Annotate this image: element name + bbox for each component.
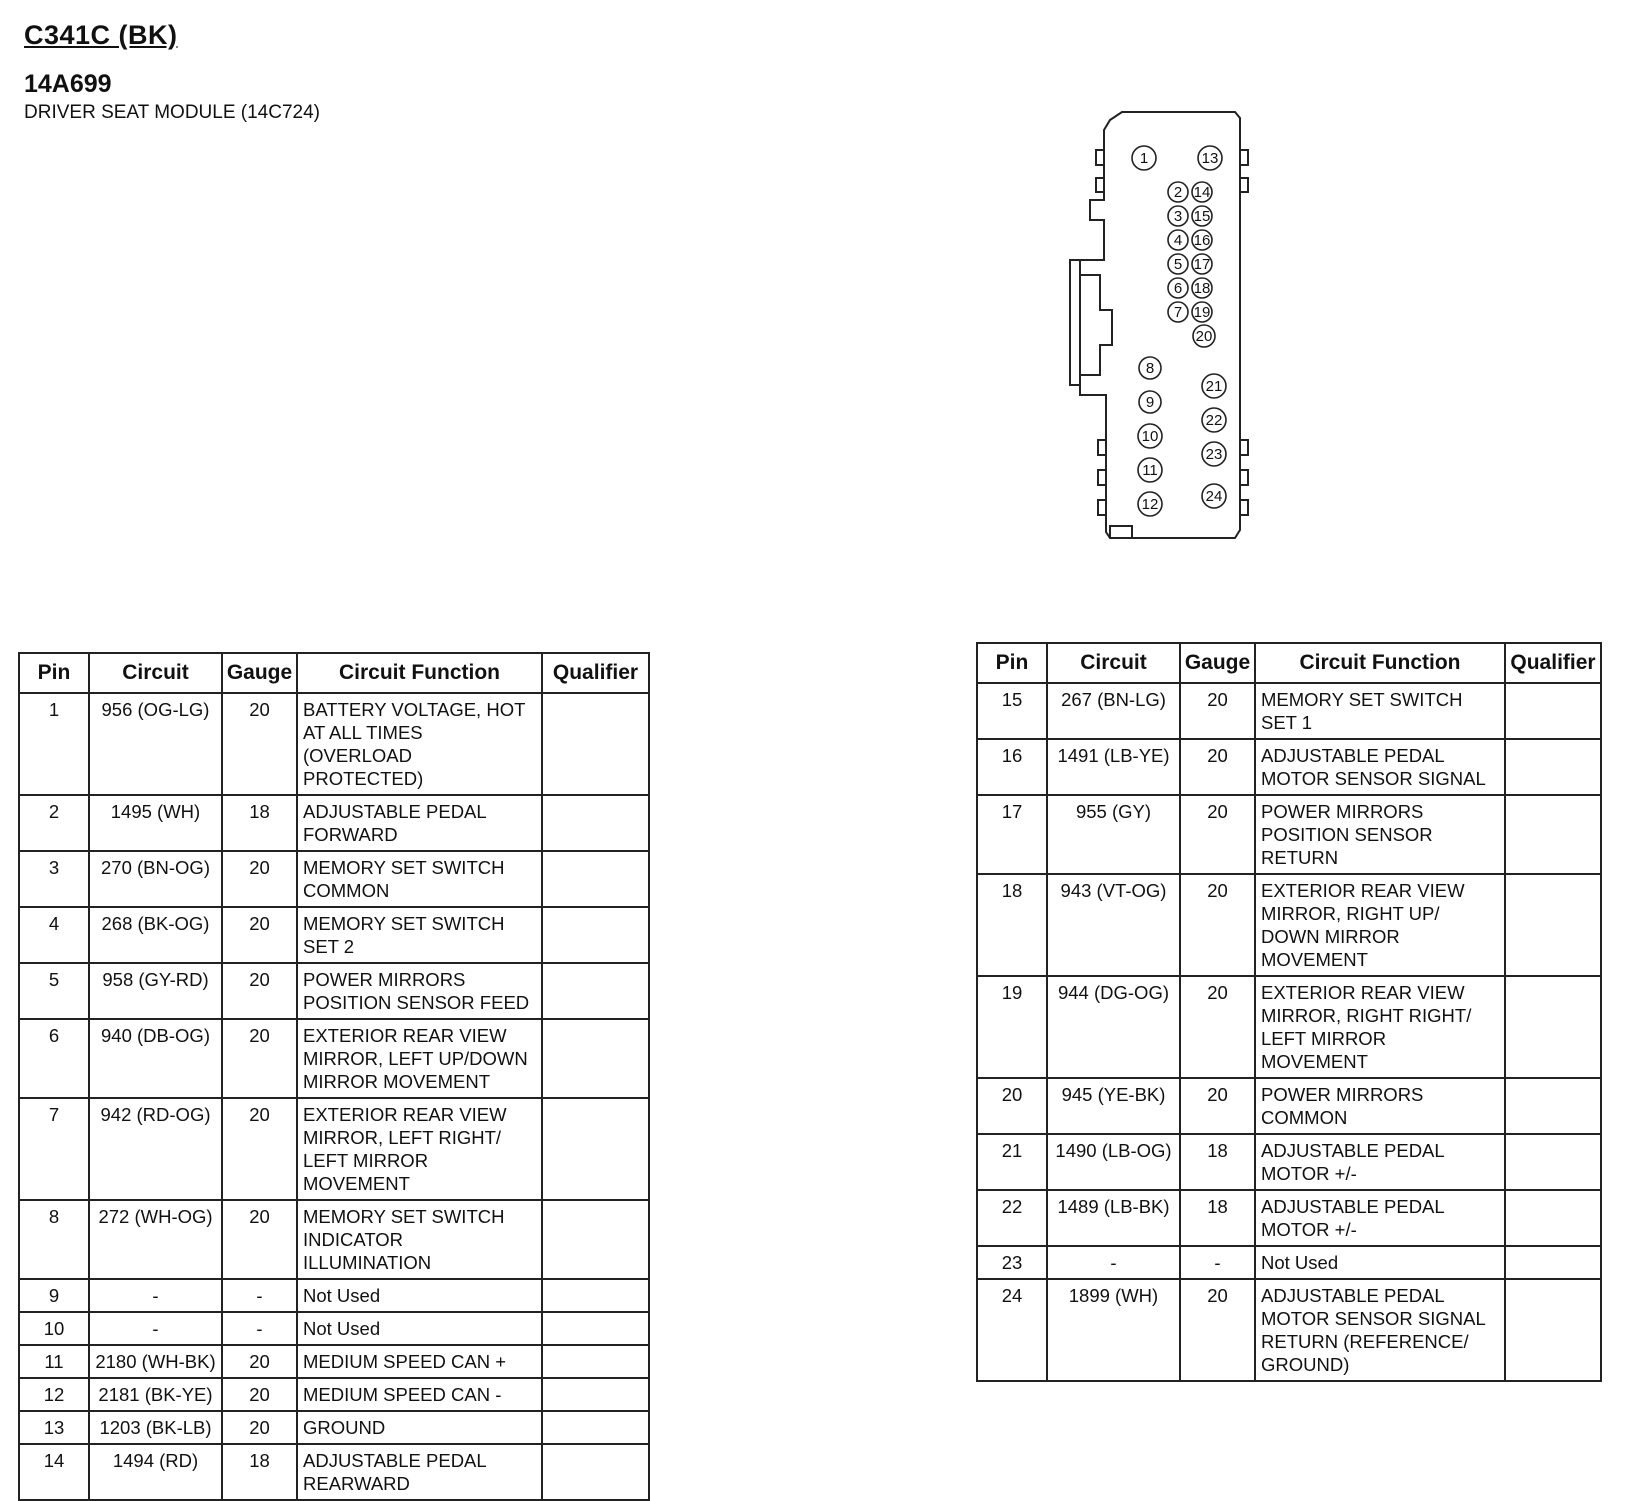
pin-label: 5 <box>1173 256 1183 273</box>
table-row <box>977 683 1601 739</box>
pin-cell: 14 <box>19 1444 89 1500</box>
qualifier-cell <box>542 1444 649 1500</box>
component-description: DRIVER SEAT MODULE (14C724) <box>24 102 320 123</box>
table-row <box>19 1444 649 1500</box>
part-number: 14A699 <box>24 70 112 98</box>
pin-cell: 9 <box>19 1279 89 1312</box>
table-row <box>977 1134 1601 1190</box>
circuit-cell: 956 (OG-LG) <box>89 693 222 795</box>
pin-label: 17 <box>1193 256 1211 273</box>
gauge-cell: 20 <box>1180 1279 1255 1381</box>
pin-cell: 11 <box>19 1345 89 1378</box>
pin-cell: 23 <box>977 1246 1047 1279</box>
notch-right-low2 <box>1240 470 1248 485</box>
gauge-cell: 20 <box>222 851 297 907</box>
table-row <box>19 1019 649 1098</box>
circuit-cell: 955 (GY) <box>1047 795 1180 874</box>
table-row <box>19 795 649 851</box>
column-header-circuit: Circuit <box>89 653 222 693</box>
function-cell: MEDIUM SPEED CAN - <box>297 1378 542 1411</box>
gauge-cell: 20 <box>222 963 297 1019</box>
notch-left-low1 <box>1098 440 1106 455</box>
pin-cell: 24 <box>977 1279 1047 1381</box>
circuit-cell: 942 (RD-OG) <box>89 1098 222 1200</box>
function-cell: MEMORY SET SWITCH COMMON <box>297 851 542 907</box>
function-cell: ADJUSTABLE PEDAL MOTOR SENSOR SIGNAL <box>1255 739 1505 795</box>
gauge-cell: 20 <box>1180 739 1255 795</box>
column-header-gauge: Gauge <box>1180 643 1255 683</box>
column-header-function: Circuit Function <box>1255 643 1505 683</box>
table-row <box>19 1411 649 1444</box>
function-cell: EXTERIOR REAR VIEW MIRROR, RIGHT RIGHT/ LEFT MIRROR MOVEMENT <box>1255 976 1505 1078</box>
pin-cell: 20 <box>977 1078 1047 1134</box>
table-header-row <box>977 643 1601 683</box>
connector-title: C341C (BK) <box>24 20 178 50</box>
pin-label: 3 <box>1173 208 1183 225</box>
pin-cell: 8 <box>19 1200 89 1279</box>
table-row <box>977 1190 1601 1246</box>
gauge-cell: 20 <box>222 1098 297 1200</box>
pin-cell: 2 <box>19 795 89 851</box>
notch-right-low3 <box>1240 500 1248 515</box>
table-header-row <box>19 653 649 693</box>
gauge-cell: 20 <box>1180 874 1255 976</box>
circuit-cell: 958 (GY-RD) <box>89 963 222 1019</box>
pin-cell: 22 <box>977 1190 1047 1246</box>
pin-label: 6 <box>1173 280 1183 297</box>
pin-label: 15 <box>1193 208 1211 225</box>
circuit-cell: 945 (YE-BK) <box>1047 1078 1180 1134</box>
pin-cell: 4 <box>19 907 89 963</box>
circuit-cell: 943 (VT-OG) <box>1047 874 1180 976</box>
circuit-cell: 1489 (LB-BK) <box>1047 1190 1180 1246</box>
pin-label: 12 <box>1141 496 1159 513</box>
notch-left-low3 <box>1098 500 1106 515</box>
circuit-cell: 940 (DB-OG) <box>89 1019 222 1098</box>
table-row <box>977 1078 1601 1134</box>
gauge-cell: 20 <box>1180 976 1255 1078</box>
table-row <box>977 874 1601 976</box>
table-row <box>19 1345 649 1378</box>
function-cell: GROUND <box>297 1411 542 1444</box>
pin-label: 4 <box>1173 232 1183 249</box>
circuit-cell: - <box>89 1312 222 1345</box>
gauge-cell: - <box>1180 1246 1255 1279</box>
function-cell: POWER MIRRORS COMMON <box>1255 1078 1505 1134</box>
qualifier-cell <box>1505 874 1601 976</box>
circuit-cell: 2181 (BK-YE) <box>89 1378 222 1411</box>
latch-tab <box>1070 260 1080 385</box>
circuit-cell: 1495 (WH) <box>89 795 222 851</box>
function-cell: EXTERIOR REAR VIEW MIRROR, LEFT RIGHT/ LEFT MIRROR MOVEMENT <box>297 1098 542 1200</box>
column-header-gauge: Gauge <box>222 653 297 693</box>
column-header-pin: Pin <box>19 653 89 693</box>
table-body <box>19 693 649 1500</box>
table-row <box>19 693 649 795</box>
qualifier-cell <box>542 1312 649 1345</box>
table-row <box>19 1378 649 1411</box>
pin-cell: 10 <box>19 1312 89 1345</box>
function-cell: Not Used <box>297 1312 542 1345</box>
pin-label: 1 <box>1139 150 1149 167</box>
function-cell: POWER MIRRORS POSITION SENSOR FEED <box>297 963 542 1019</box>
circuit-cell: 1494 (RD) <box>89 1444 222 1500</box>
qualifier-cell <box>542 795 649 851</box>
pin-label: 14 <box>1193 184 1211 201</box>
pin-cell: 12 <box>19 1378 89 1411</box>
table-row <box>19 1279 649 1312</box>
gauge-cell: 20 <box>1180 1078 1255 1134</box>
table-row <box>19 851 649 907</box>
pin-label: 9 <box>1145 394 1155 411</box>
gauge-cell: - <box>222 1279 297 1312</box>
circuit-cell: - <box>1047 1246 1180 1279</box>
qualifier-cell <box>542 963 649 1019</box>
function-cell: BATTERY VOLTAGE, HOT AT ALL TIMES (OVERLOAD PROTECTED) <box>297 693 542 795</box>
notch-right-top <box>1240 150 1248 165</box>
connector-housing-outline <box>1080 112 1240 538</box>
circuit-cell: 267 (BN-LG) <box>1047 683 1180 739</box>
pin-cell: 6 <box>19 1019 89 1098</box>
pin-cell: 3 <box>19 851 89 907</box>
gauge-cell: 20 <box>222 1200 297 1279</box>
pin-label: 21 <box>1205 378 1223 395</box>
circuit-cell: 270 (BN-OG) <box>89 851 222 907</box>
gauge-cell: 20 <box>1180 795 1255 874</box>
circuit-cell: 272 (WH-OG) <box>89 1200 222 1279</box>
table-row <box>977 739 1601 795</box>
qualifier-cell <box>542 1019 649 1098</box>
pin-cell: 7 <box>19 1098 89 1200</box>
column-header-circuit: Circuit <box>1047 643 1180 683</box>
gauge-cell: 20 <box>222 693 297 795</box>
gauge-cell: 18 <box>1180 1134 1255 1190</box>
gauge-cell: 18 <box>1180 1190 1255 1246</box>
qualifier-cell <box>1505 1246 1601 1279</box>
pin-label: 16 <box>1193 232 1211 249</box>
gauge-cell: - <box>222 1312 297 1345</box>
gauge-cell: 18 <box>222 795 297 851</box>
qualifier-cell <box>1505 739 1601 795</box>
key-bottom <box>1110 526 1132 538</box>
table-row <box>977 976 1601 1078</box>
qualifier-cell <box>1505 1134 1601 1190</box>
pin-label: 8 <box>1145 360 1155 377</box>
pin-cell: 17 <box>977 795 1047 874</box>
circuit-cell: 1490 (LB-OG) <box>1047 1134 1180 1190</box>
function-cell: Not Used <box>297 1279 542 1312</box>
qualifier-cell <box>542 1411 649 1444</box>
table-row <box>19 1200 649 1279</box>
pin-cell: 21 <box>977 1134 1047 1190</box>
qualifier-cell <box>1505 976 1601 1078</box>
qualifier-cell <box>542 693 649 795</box>
circuit-cell: 944 (DG-OG) <box>1047 976 1180 1078</box>
qualifier-cell <box>542 1098 649 1200</box>
table-row <box>19 907 649 963</box>
notch-left-low2 <box>1098 470 1106 485</box>
pin-cell: 5 <box>19 963 89 1019</box>
table-row <box>19 963 649 1019</box>
table-body <box>977 683 1601 1381</box>
column-header-pin: Pin <box>977 643 1047 683</box>
pin-label: 2 <box>1173 184 1183 201</box>
function-cell: EXTERIOR REAR VIEW MIRROR, RIGHT UP/ DOWN MIRROR MOVEMENT <box>1255 874 1505 976</box>
notch-right-low1 <box>1240 440 1248 455</box>
qualifier-cell <box>542 1279 649 1312</box>
gauge-cell: 20 <box>222 1345 297 1378</box>
function-cell: ADJUSTABLE PEDAL MOTOR SENSOR SIGNAL RETURN (REFERENCE/ GROUND) <box>1255 1279 1505 1381</box>
function-cell: MEMORY SET SWITCH SET 2 <box>297 907 542 963</box>
circuit-cell: 268 (BK-OG) <box>89 907 222 963</box>
circuit-cell: 1899 (WH) <box>1047 1279 1180 1381</box>
qualifier-cell <box>542 1345 649 1378</box>
column-header-qualifier: Qualifier <box>542 653 649 693</box>
table-row <box>19 1312 649 1345</box>
latch-inner-mid <box>1106 310 1112 345</box>
function-cell: MEDIUM SPEED CAN + <box>297 1345 542 1378</box>
pin-label: 11 <box>1142 462 1158 479</box>
qualifier-cell <box>542 1200 649 1279</box>
pin-cell: 18 <box>977 874 1047 976</box>
qualifier-cell <box>542 1378 649 1411</box>
gauge-cell: 20 <box>222 1411 297 1444</box>
circuit-cell: 2180 (WH-BK) <box>89 1345 222 1378</box>
gauge-cell: 18 <box>222 1444 297 1500</box>
function-cell: ADJUSTABLE PEDAL MOTOR +/- <box>1255 1134 1505 1190</box>
table-row <box>977 1246 1601 1279</box>
pinout-table-right <box>976 642 1602 1382</box>
pin-label: 18 <box>1193 280 1211 297</box>
gauge-cell: 20 <box>222 907 297 963</box>
latch-inner <box>1080 275 1106 310</box>
latch-inner-lower <box>1080 345 1106 375</box>
table-row <box>19 1098 649 1200</box>
gauge-cell: 20 <box>1180 683 1255 739</box>
pin-cell: 1 <box>19 693 89 795</box>
qualifier-cell <box>542 907 649 963</box>
pin-cell: 16 <box>977 739 1047 795</box>
qualifier-cell <box>1505 795 1601 874</box>
function-cell: POWER MIRRORS POSITION SENSOR RETURN <box>1255 795 1505 874</box>
pin-label: 19 <box>1193 304 1211 321</box>
pin-label: 13 <box>1201 150 1219 167</box>
gauge-cell: 20 <box>222 1019 297 1098</box>
column-header-qualifier: Qualifier <box>1505 643 1601 683</box>
function-cell: Not Used <box>1255 1246 1505 1279</box>
pin-label: 20 <box>1195 328 1213 345</box>
table-row <box>977 795 1601 874</box>
qualifier-cell <box>542 851 649 907</box>
qualifier-cell <box>1505 1190 1601 1246</box>
table-row <box>977 1279 1601 1381</box>
pin-cell: 13 <box>19 1411 89 1444</box>
gauge-cell: 20 <box>222 1378 297 1411</box>
circuit-cell: - <box>89 1279 222 1312</box>
column-header-function: Circuit Function <box>297 653 542 693</box>
pin-cell: 15 <box>977 683 1047 739</box>
function-cell: ADJUSTABLE PEDAL REARWARD <box>297 1444 542 1500</box>
pin-label: 10 <box>1141 428 1159 445</box>
pin-label: 22 <box>1205 412 1223 429</box>
pinout-table-left <box>18 652 650 1501</box>
function-cell: ADJUSTABLE PEDAL FORWARD <box>297 795 542 851</box>
pin-cell: 19 <box>977 976 1047 1078</box>
qualifier-cell <box>1505 1078 1601 1134</box>
function-cell: MEMORY SET SWITCH INDICATOR ILLUMINATION <box>297 1200 542 1279</box>
notch-left-top <box>1096 150 1104 165</box>
function-cell: EXTERIOR REAR VIEW MIRROR, LEFT UP/DOWN MIRROR MOVEMENT <box>297 1019 542 1098</box>
qualifier-cell <box>1505 1279 1601 1381</box>
pin-label: 23 <box>1205 446 1223 463</box>
connector-face-diagram <box>1040 110 1280 550</box>
notch-right-mid <box>1240 178 1248 192</box>
function-cell: MEMORY SET SWITCH SET 1 <box>1255 683 1505 739</box>
notch-left-mid <box>1096 178 1104 192</box>
function-cell: ADJUSTABLE PEDAL MOTOR +/- <box>1255 1190 1505 1246</box>
circuit-cell: 1203 (BK-LB) <box>89 1411 222 1444</box>
pin-label: 24 <box>1205 488 1223 505</box>
qualifier-cell <box>1505 683 1601 739</box>
pin-label: 7 <box>1173 304 1183 321</box>
circuit-cell: 1491 (LB-YE) <box>1047 739 1180 795</box>
